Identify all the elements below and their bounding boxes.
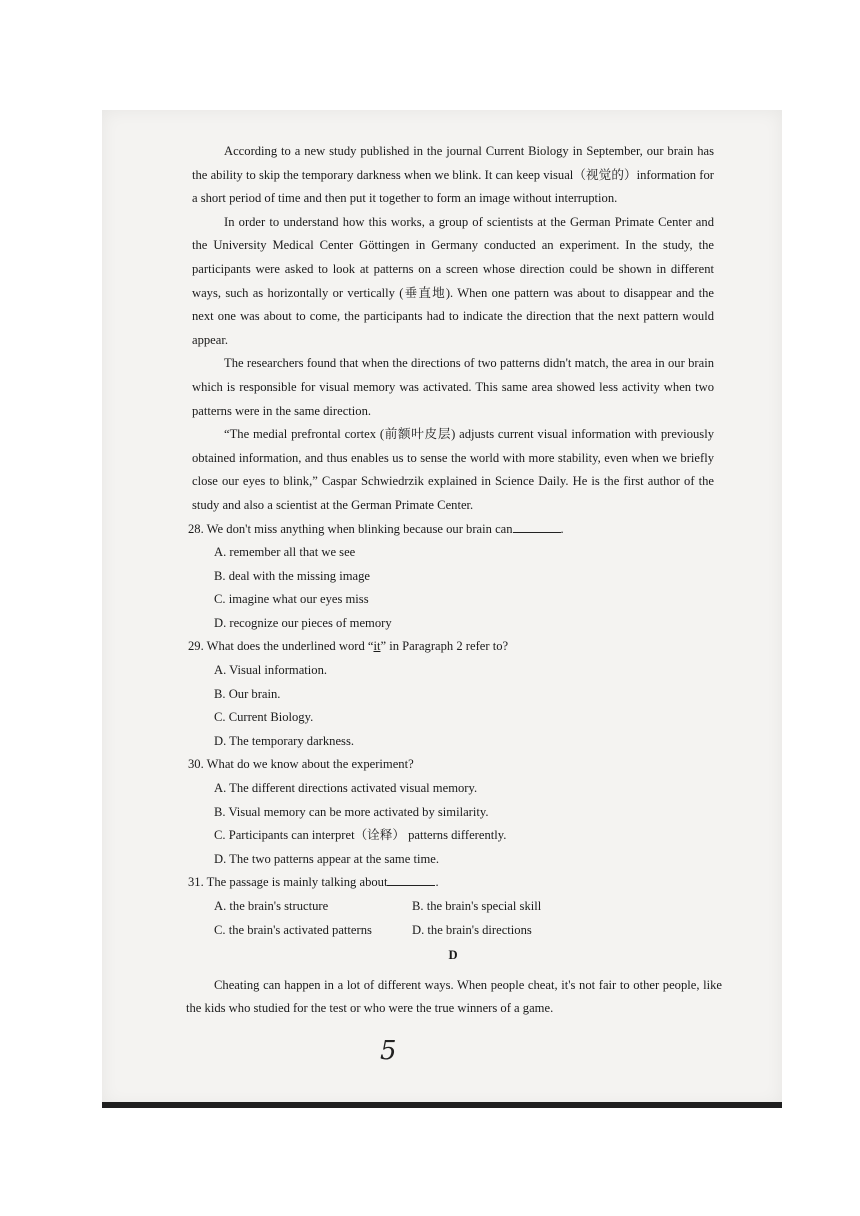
passage-paragraph-2: In order to understand how this works, a group of scientists at the German Primate Center and the University Medical Center Göttingen in Germany conducted an experiment. In the study, the participants were asked to look at patterns on a screen whose direction could be shown in different ways, such as horizontally or vertically (垂直地). When one pattern was about to disappear and the next one was about to come, the participants had to indicate the direction that the next pattern would appear. xyxy=(192,214,714,347)
answer-blank xyxy=(387,872,435,886)
option-a: A. remember all that we see xyxy=(214,545,356,560)
passage-paragraph-1: According to a new study published in the journal Current Biology in September, our brain has the ability to skip the temporary darkness when we blink. It can keep visual（视觉的）information for a short period of time and then put it together to form an image without interruption. xyxy=(192,144,714,206)
exam-content xyxy=(186,140,722,1021)
question-stem: 30. What do we know about the experiment? xyxy=(188,757,414,772)
question-31: 31. The passage is mainly talking about . A. the brain's structure B. the brain's special skill C. the brain's activated patterns D. the brain's directions xyxy=(192,871,714,942)
option-row-cd xyxy=(192,919,714,943)
option-c: C. the brain's activated patterns xyxy=(214,922,372,937)
option-c: C. imagine what our eyes miss xyxy=(214,592,369,607)
section-d-paragraph: Cheating can happen in a lot of different ways. When people cheat, it's not fair to other people, like the kids who studied for the test or who were the true winners of a game. xyxy=(186,977,722,1016)
option-b: B. the brain's special skill xyxy=(412,899,542,913)
option-a: A. The different directions activated visual memory. xyxy=(214,781,478,796)
page-bottom-edge xyxy=(102,1102,782,1108)
option-b: B. Visual memory can be more activated by similarity. xyxy=(214,804,489,819)
option-b: B. Our brain. xyxy=(214,686,281,701)
option-c: C. Current Biology. xyxy=(214,710,314,725)
question-stem: 28. We don't miss anything when blinking because our brain can xyxy=(188,521,513,536)
option-b: B. deal with the missing image xyxy=(214,568,371,583)
question-29 xyxy=(188,635,714,753)
option-d: D. the brain's directions xyxy=(412,922,532,937)
question-stem: 31. The passage is mainly talking about xyxy=(188,875,388,890)
underlined-word: it xyxy=(373,639,381,654)
answer-blank xyxy=(513,519,561,533)
section-d-heading: D xyxy=(448,948,458,963)
passage-paragraph-3: The researchers found that when the directions of two patterns didn't match, the area in our brain which is responsible for visual memory was activated. This same area showed less activity when two patterns were in the same direction. xyxy=(192,356,714,418)
question-30 xyxy=(188,753,714,871)
option-a: A. Visual information. xyxy=(214,663,328,678)
option-a: A. the brain's structure xyxy=(214,899,329,913)
passage-paragraph-4: “The medial prefrontal cortex (前额叶皮层) adjusts current visual information with previously obtained information, and thus enables us to sense the world with more stability, even when we briefly close our eyes to blink,” Caspar Schwiedrzik explained in Science Daily. He is the first author of the study and also a scientist at the German Primate Center. xyxy=(192,427,714,512)
question-28: 28. We don't miss anything when blinking because our brain can . A. remember all that we see B. deal with the missing image C. imagine what our eyes miss D. recognize our pieces of memory xyxy=(192,518,714,636)
option-d: D. recognize our pieces of memory xyxy=(214,615,392,630)
question-stem-end: ” in Paragraph 2 refer to? xyxy=(380,639,509,654)
question-stem: 29. What does the underlined word “ xyxy=(188,639,374,654)
option-d: D. The temporary darkness. xyxy=(214,733,355,748)
option-row-ab xyxy=(192,895,714,919)
option-c: C. Participants can interpret（诠释） patterns differently. xyxy=(214,828,507,843)
option-d: D. The two patterns appear at the same time. xyxy=(214,851,439,866)
page-number: 5 xyxy=(380,1036,397,1066)
